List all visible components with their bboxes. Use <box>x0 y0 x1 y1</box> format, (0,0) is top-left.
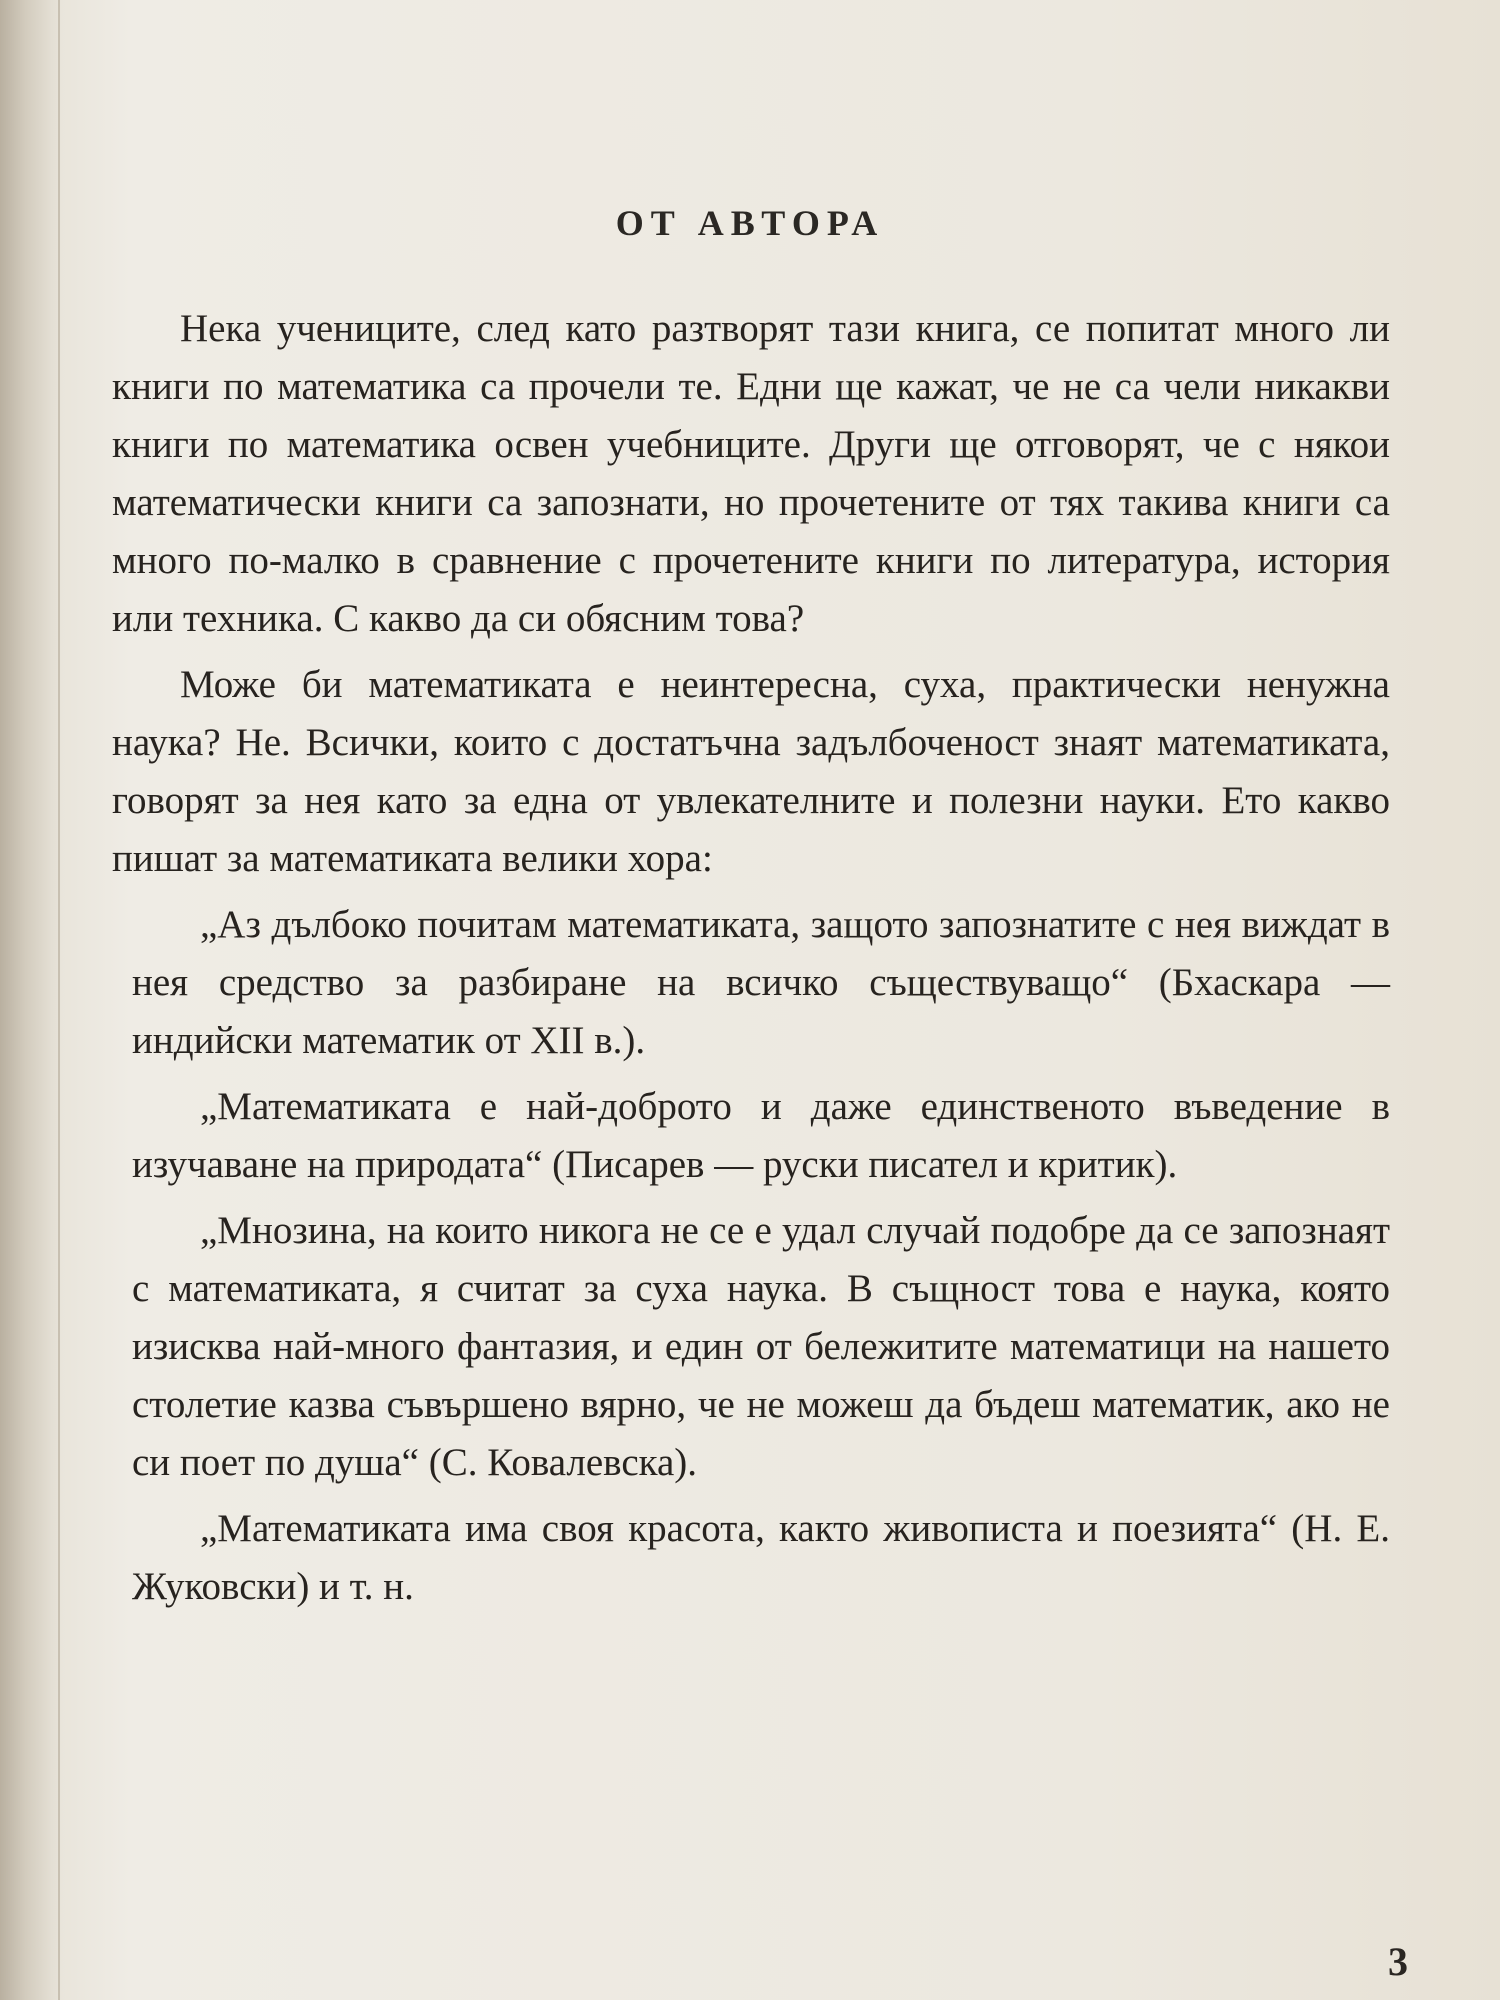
main-text <box>112 300 1390 1624</box>
quote-pisarev: „Математиката е най-доброто и даже единственото въведение в изучаване на природата“ (Писарев — руски писател и критик). <box>132 1085 1390 1186</box>
quote-zhukovsky: „Математиката има своя красота, както живописта и поезията“ (Н. Е. Жуковски) и т. н. <box>132 1507 1390 1608</box>
book-spine-line <box>58 0 60 2000</box>
quote-bhaskara: „Аз дълбоко почитам математиката, защото запознатите с нея виждат в нея средство за разбиране на всичко съществуващо“ (Бхаскара — индийски математик от XII в.). <box>132 903 1390 1062</box>
page-number: 3 <box>1388 1939 1408 1984</box>
intro-paragraph: Нека учениците, след като разтворят тази книга, се попитат много ли книги по математика са прочели те. Едни ще кажат, че не са чели никакви книги по математика освен учебниците. Други ще отговорят, че с някои математически книги са запознати, но прочетените от тях такива книги са много по-малко в сравнение с прочетените книги по литература, история или техника. С какво да си обясним това? <box>112 307 1390 640</box>
page-title: ОТ АВТОРА <box>615 203 885 243</box>
second-paragraph: Може би математиката е неинтересна, суха, практически ненужна наука? Не. Всички, които с достатъчна задълбоченост знаят математиката, говорят за нея като за една от увлекателните и полезни науки. Ето какво пишат за математиката велики хора: <box>112 663 1390 880</box>
quote-kovalevskaya: „Мнозина, на които никога не се е удал случай подобре да се запознаят с математиката, я считат за суха наука. В същност това е наука, която изисква най-много фантазия, и един от бележитите математици на нашето столетие казва съвършено вярно, че не можеш да бъдеш математик, ако не си поет по душа“ (С. Ковалевска). <box>132 1209 1390 1484</box>
book-spine-shadow <box>0 0 62 2000</box>
